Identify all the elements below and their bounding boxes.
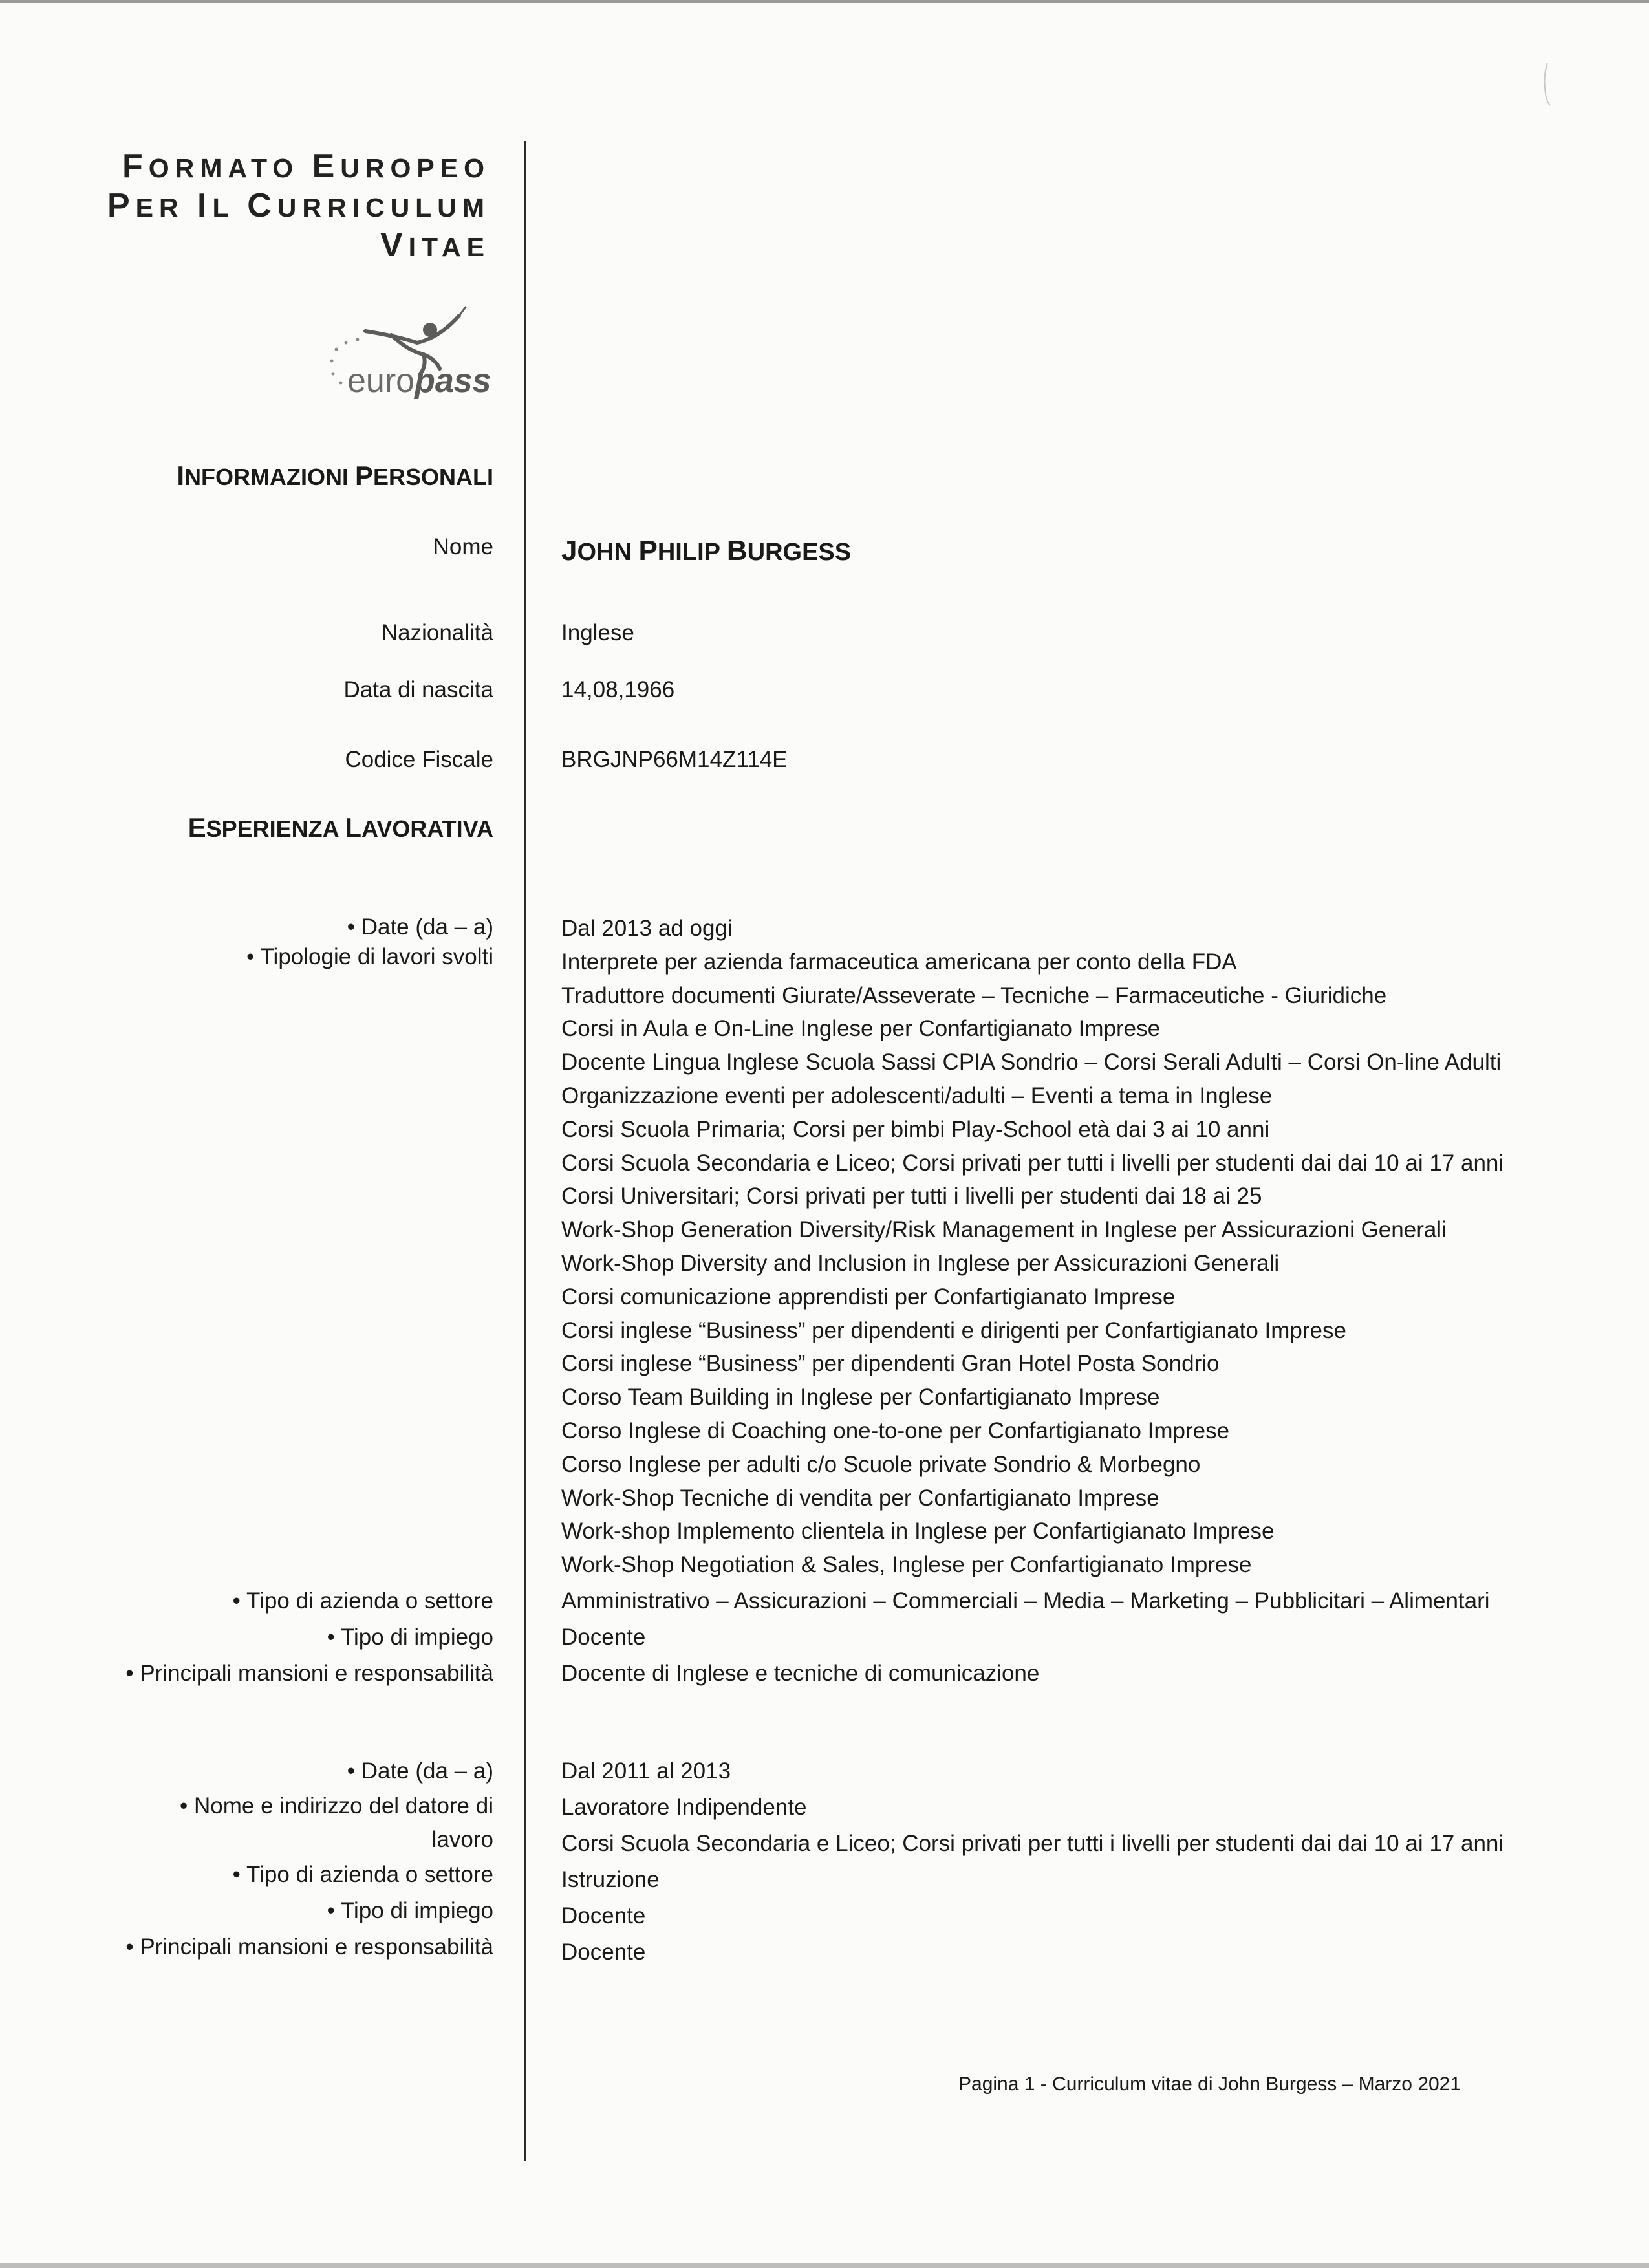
job1-employment-label: • Tipo di impiego (327, 1625, 493, 1650)
job1-type-item: Corsi inglese “Business” per dipendenti e dirigenti per Confartigianato Imprese (561, 1317, 1346, 1343)
job1-type-item: Corsi inglese “Business” per dipendenti Gran Hotel Posta Sondrio (561, 1351, 1220, 1377)
job1-type-item: Corso Inglese per adulti c/o Scuole private Sondrio & Morbegno (561, 1451, 1201, 1477)
job1-lower-labels (125, 1583, 493, 1692)
tax-code-label: Codice Fiscale (345, 747, 493, 772)
job2-employment-value: Docente (561, 1903, 646, 1928)
logo-text-pass: pass (415, 362, 491, 400)
job1-type-item: Corsi in Aula e On-Line Inglese per Confartigianato Imprese (561, 1016, 1161, 1042)
job1-types-list (561, 945, 1504, 1578)
job1-type-item: Corso Inglese di Coaching one-to-one per Confartigianato Imprese (561, 1418, 1230, 1443)
job2-date-label: • Date (da – a) (347, 1758, 493, 1784)
job1-types-label: • Tipologie di lavori svolti (246, 944, 493, 969)
cv-title-line2: PER IL CURRICULUM (107, 187, 490, 224)
birth-date-value: 14,08,1966 (561, 677, 675, 702)
job2-employer-detail: Corsi Scuola Secondaria e Liceo; Corsi privati per tutti i livelli per studenti dai dai 10 ai 17 anni (561, 1831, 1504, 1856)
name-value: JOHN PHILIP BURGESS (561, 535, 852, 567)
job2-employment-label: • Tipo di impiego (327, 1898, 493, 1923)
cv-title-line1: FORMATO EUROPEO (122, 147, 490, 185)
job2-labels (125, 1753, 493, 1965)
job1-date-value: Dal 2013 ad oggi (561, 916, 733, 941)
job1-type-item: Corsi comunicazione apprendisti per Confartigianato Imprese (561, 1284, 1176, 1310)
name-label: Nome (433, 534, 493, 559)
scan-top-edge (0, 0, 1649, 3)
job2-sector-value: Istruzione (561, 1867, 660, 1892)
scan-bottom-edge (0, 2263, 1649, 2268)
job1-labels (246, 909, 493, 975)
job1-type-item: Docente Lingua Inglese Scuola Sassi CPIA Sondrio – Corsi Serali Adulti – Corsi On-line Adulti (561, 1050, 1502, 1075)
job1-type-item: Corso Team Building in Inglese per Confartigianato Imprese (561, 1385, 1160, 1410)
job1-type-item: Work-Shop Negotiation & Sales, Inglese per Confartigianato Imprese (561, 1552, 1252, 1578)
job1-lower-values (561, 1583, 1490, 1692)
page-footer: Pagina 1 - Curriculum vitae di John Burgess – Marzo 2021 (958, 2073, 1461, 2095)
job1-employment-value: Docente (561, 1625, 646, 1650)
job1-type-item: Corsi Scuola Secondaria e Liceo; Corsi privati per tutti i livelli per studenti dai dai 10 ai 17 anni (561, 1150, 1504, 1176)
job1-type-item: Organizzazione eventi per adolescenti/adulti – Eventi a tema in Inglese (561, 1083, 1273, 1108)
job1-type-item: Work-shop Implemento clientela in Inglese per Confartigianato Imprese (561, 1518, 1275, 1544)
job1-type-item: Work-Shop Tecniche di vendita per Confartigianato Imprese (561, 1485, 1159, 1511)
job1-type-item: Interprete per azienda farmaceutica americana per conto della FDA (561, 949, 1237, 975)
logo-text-euro: euro (347, 362, 415, 400)
job1-type-item: Corsi Universitari; Corsi privati per tutti i livelli per studenti dai 18 ai 25 (561, 1183, 1262, 1209)
tax-code-value: BRGJNP66M14Z114E (561, 747, 788, 772)
nationality-label: Nazionalità (381, 620, 493, 645)
job1-sector-value: Amministrativo – Assicurazioni – Commerciali – Media – Marketing – Pubblicitari – Alimentari (561, 1588, 1490, 1614)
job1-sector-label: • Tipo di azienda o settore (232, 1588, 493, 1614)
job1-type-item: Work-Shop Generation Diversity/Risk Management in Inglese per Assicurazioni Generali (561, 1217, 1447, 1243)
section-personal-info: INFORMAZIONI PERSONALI (177, 460, 493, 491)
job1-duties-value: Docente di Inglese e tecniche di comunicazione (561, 1661, 1040, 1686)
job2-employer-value: Lavoratore Indipendente (561, 1795, 807, 1820)
svg-text:europass (347, 362, 491, 400)
job2-date-value: Dal 2011 al 2013 (561, 1758, 731, 1784)
job1-type-item: Work-Shop Diversity and Inclusion in Inglese per Assicurazioni Generali (561, 1250, 1280, 1276)
job1-details (561, 912, 1504, 1578)
job2-values (561, 1753, 1503, 1971)
job1-date-label: • Date (da – a) (347, 914, 493, 940)
job2-employer-label-line1: • Nome e indirizzo del datore di (180, 1793, 493, 1819)
job2-duties-value: Docente (561, 1939, 646, 1965)
section-work-experience: ESPERIENZA LAVORATIVA (188, 812, 493, 843)
job1-duties-label: • Principali mansioni e responsabilità (125, 1661, 493, 1686)
nationality-value: Inglese (561, 620, 634, 645)
column-divider (524, 141, 526, 2161)
scan-mark (1542, 61, 1551, 107)
cv-title (107, 147, 490, 266)
job2-duties-label: • Principali mansioni e responsabilità (125, 1934, 493, 1960)
birth-date-label: Data di nascita (343, 677, 493, 702)
europass-logo (327, 304, 521, 401)
job1-type-item: Traduttore documenti Giurate/Asseverate – Tecniche – Farmaceutiche - Giuridiche (561, 982, 1387, 1008)
job2-employer-label-line2: lavoro (431, 1827, 493, 1852)
cv-title-line3: VITAE (380, 226, 490, 264)
job2-sector-label: • Tipo di azienda o settore (232, 1862, 493, 1887)
job1-type-item: Corsi Scuola Primaria; Corsi per bimbi Play-School età dai 3 ai 10 anni (561, 1116, 1270, 1142)
